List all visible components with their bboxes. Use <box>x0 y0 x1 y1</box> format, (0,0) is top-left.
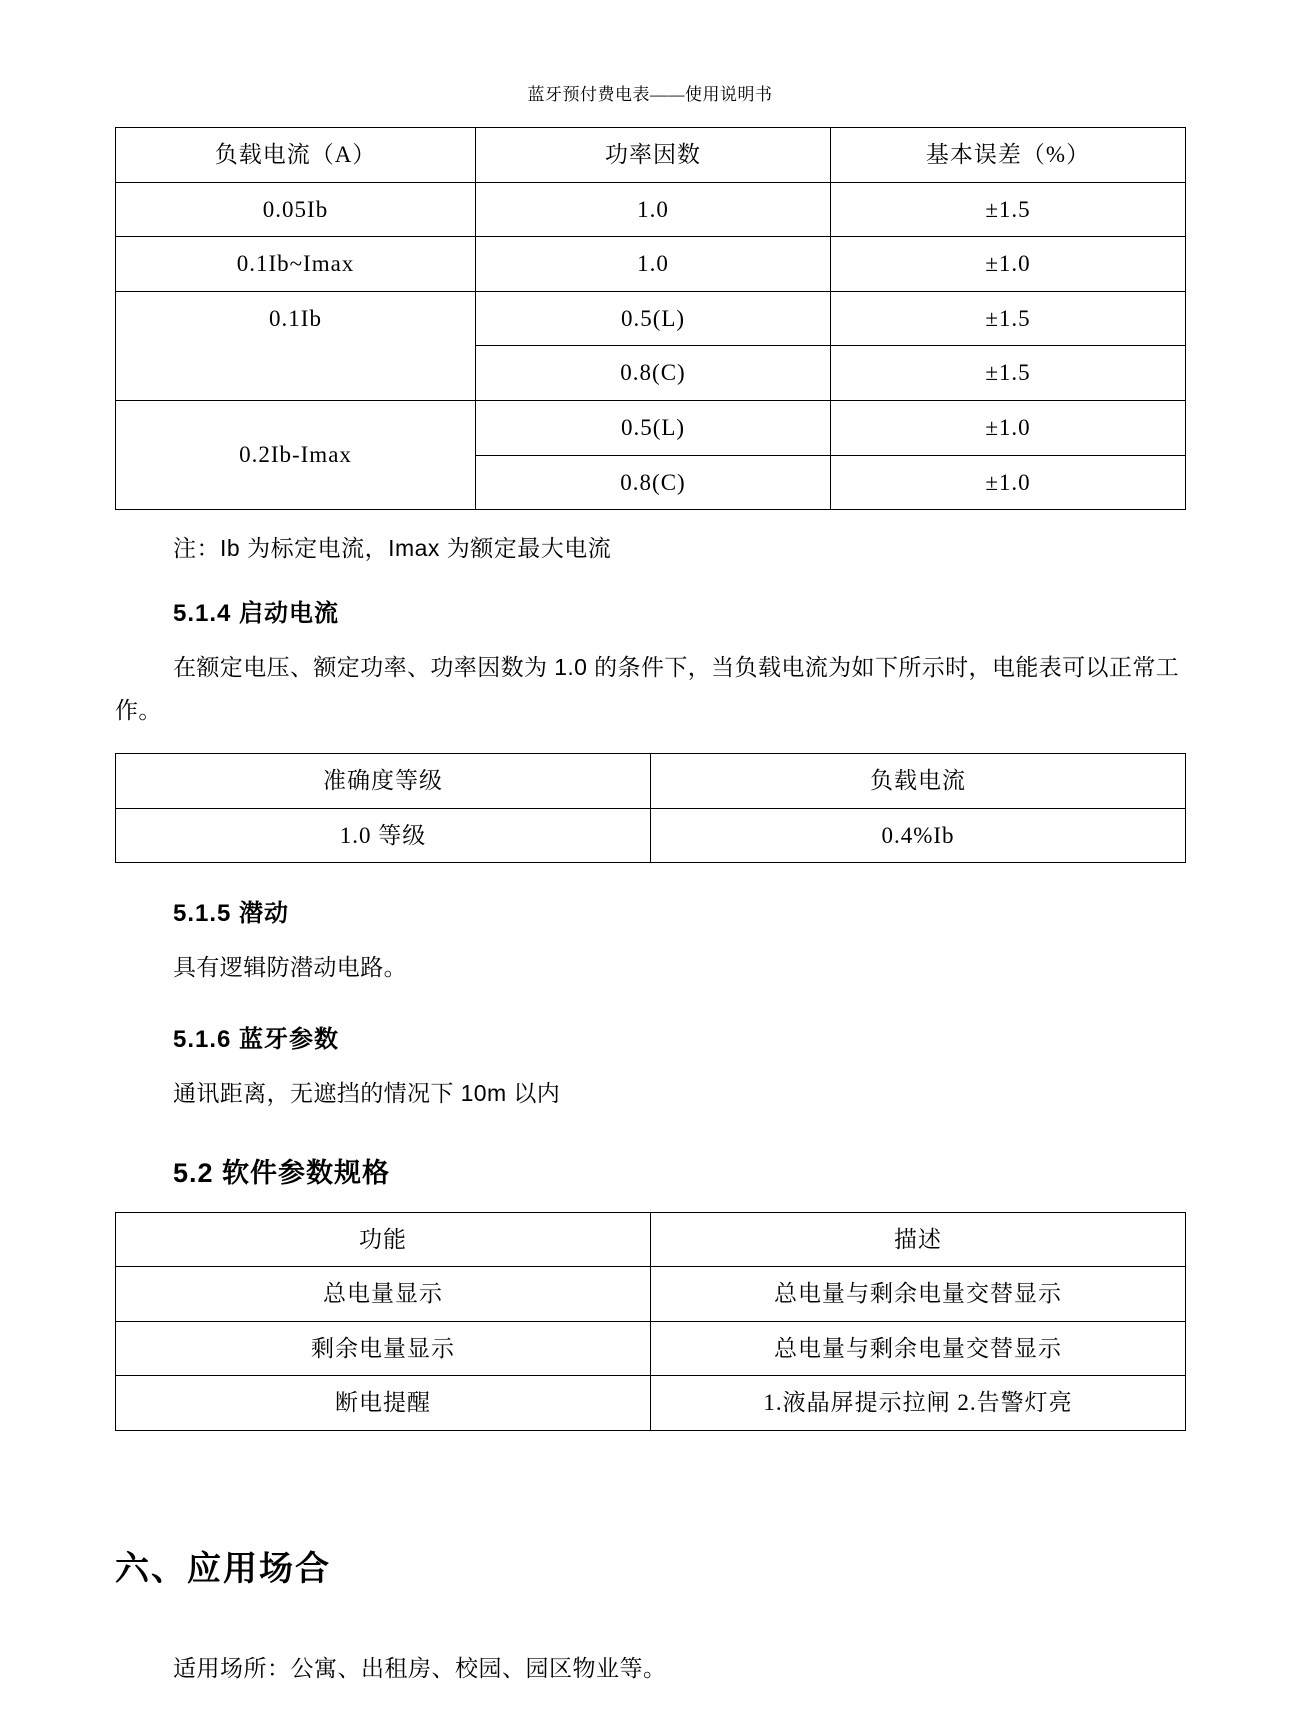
table-row <box>116 237 1186 292</box>
table-row <box>116 182 1186 237</box>
chapter-heading-six: 六、应用场合 <box>115 1549 331 1588</box>
table-cell-current: 0.4%Ib <box>651 808 1186 863</box>
table-cell-description: 1.液晶屏提示拉闸 2.告警灯亮 <box>651 1376 1186 1431</box>
table-cell-grade: 1.0 等级 <box>116 808 651 863</box>
table-cell-error: ±1.5 <box>831 182 1186 237</box>
table-row <box>116 1321 1186 1376</box>
table-cell-pf: 1.0 <box>476 182 831 237</box>
table-cell-description: 总电量与剩余电量交替显示 <box>651 1321 1186 1376</box>
table-header-cell: 基本误差（%） <box>831 128 1186 183</box>
table-cell-pf: 0.5(L) <box>476 291 831 346</box>
table-cell-pf: 0.8(C) <box>476 455 831 510</box>
table-header-cell: 功能 <box>116 1212 651 1267</box>
table-header-cell: 负载电流 <box>651 754 1186 809</box>
table-cell-pf: 0.8(C) <box>476 346 831 401</box>
software-spec-table <box>115 1212 1186 1431</box>
table-cell-pf: 0.5(L) <box>476 400 831 455</box>
table-header-cell: 负载电流（A） <box>116 128 476 183</box>
table-cell-description: 总电量与剩余电量交替显示 <box>651 1267 1186 1322</box>
table-row <box>116 1267 1186 1322</box>
table-row <box>116 400 1186 455</box>
start-current-table <box>115 753 1186 863</box>
heading-5-1-5: 5.1.5 潜动 <box>173 900 290 928</box>
table-cell-current: 0.1Ib <box>116 291 476 400</box>
table-cell-function: 总电量显示 <box>116 1267 651 1322</box>
paragraph-5-1-6: 通讯距离，无遮挡的情况下 10m 以内 <box>173 1079 561 1106</box>
table-cell-error: ±1.5 <box>831 291 1186 346</box>
table-cell-current: 0.1Ib~Imax <box>116 237 476 292</box>
table-cell-function: 剩余电量显示 <box>116 1321 651 1376</box>
table-row <box>116 291 1186 346</box>
table-cell-error: ±1.0 <box>831 400 1186 455</box>
table-cell-current: 0.05Ib <box>116 182 476 237</box>
paragraph-5-1-5: 具有逻辑防潜动电路。 <box>173 954 407 981</box>
table-header-cell: 描述 <box>651 1212 1186 1267</box>
table-cell-pf: 1.0 <box>476 237 831 292</box>
table-header-cell: 准确度等级 <box>116 754 651 809</box>
table-row <box>116 808 1186 863</box>
table-note: 注：Ib 为标定电流，Imax 为额定最大电流 <box>173 535 612 562</box>
table-cell-error: ±1.0 <box>831 455 1186 510</box>
heading-5-1-6: 5.1.6 蓝牙参数 <box>173 1025 340 1053</box>
paragraph-applicable-places: 适用场所：公寓、出租房、校园、园区物业等。 <box>173 1655 667 1681</box>
table-row <box>116 128 1186 183</box>
accuracy-table <box>115 127 1186 510</box>
heading-5-1-4: 5.1.4 启动电流 <box>173 600 340 628</box>
table-cell-function: 断电提醒 <box>116 1376 651 1431</box>
table-cell-error: ±1.5 <box>831 346 1186 401</box>
table-cell-current: 0.2Ib-Imax <box>116 400 476 509</box>
table-row <box>116 1212 1186 1267</box>
heading-5-2: 5.2 软件参数规格 <box>173 1157 391 1188</box>
table-header-cell: 功率因数 <box>476 128 831 183</box>
table-cell-error: ±1.0 <box>831 237 1186 292</box>
table-row <box>116 754 1186 809</box>
table-row <box>116 1376 1186 1431</box>
page-header: 蓝牙预付费电表——使用说明书 <box>527 85 773 104</box>
paragraph-5-1-4: 在额定电压、额定功率、功率因数为 1.0 的条件下，当负载电流为如下所示时，电能表可以正常工作。 <box>115 654 1180 723</box>
